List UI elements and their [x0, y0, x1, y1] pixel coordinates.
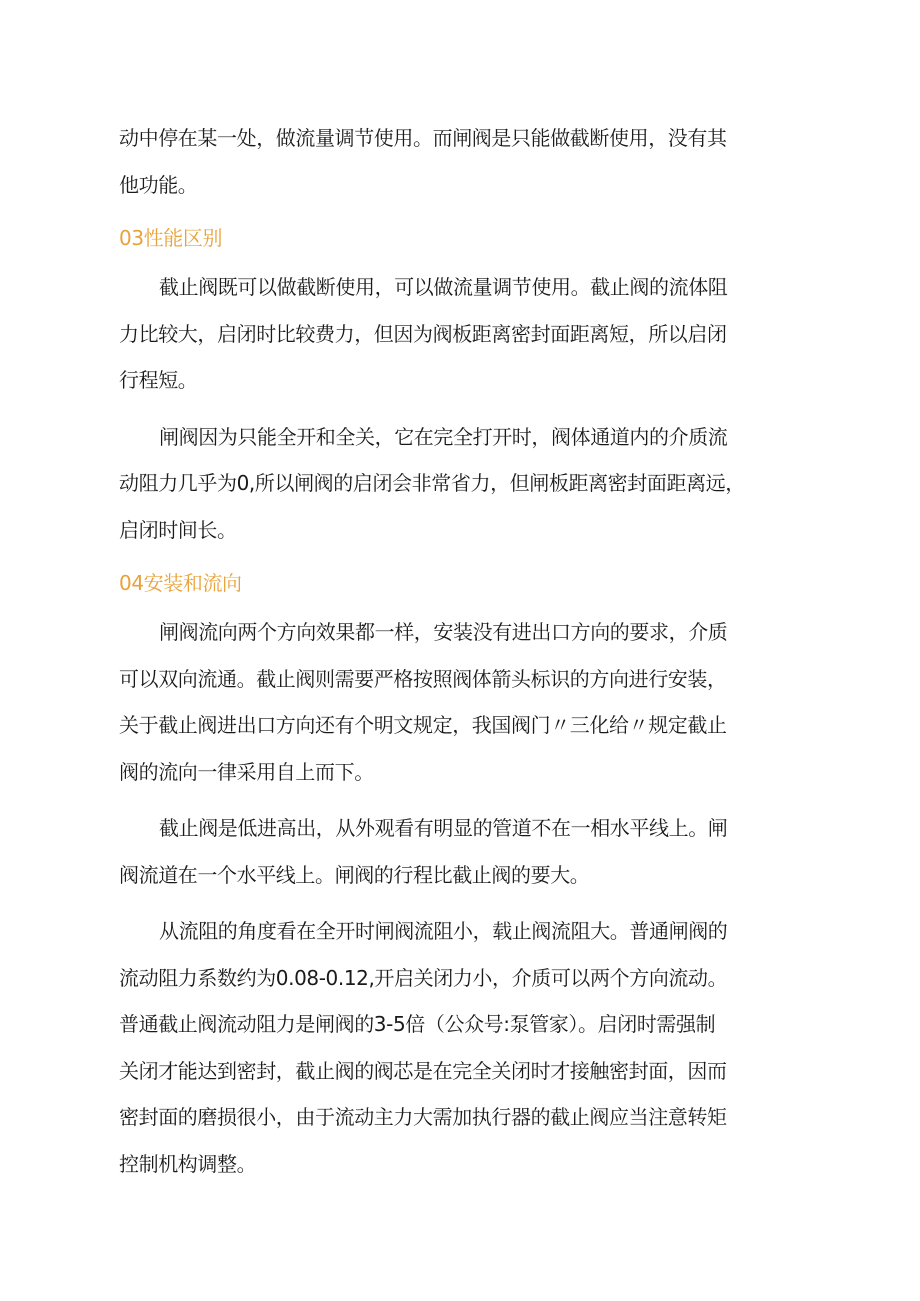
paragraph-flow-resistance	[119, 908, 793, 1187]
text-line: 启闭时间长。	[119, 517, 237, 542]
text-line: 密封面的磨损很小，由于流动主力大需加执行器的截止阀应当注意转矩	[119, 1105, 727, 1129]
text-line: 行程短。	[119, 368, 198, 392]
text-line: 他功能。	[119, 172, 198, 197]
text-line: 动中停在某一处，做流量调节使用。而闸阀是只能做截断使用，没有其	[119, 126, 727, 150]
text-line: 力比较大，启闭时比较费力，但因为阀板距离密封面距离短，所以启闭	[119, 321, 727, 346]
paragraph-flow-path	[119, 805, 793, 898]
text-line: 流动阻力系数约为0.08-0.12,开启关闭力小，介质可以两个方向流动。	[119, 965, 728, 990]
section-heading-installation: 04安装和流向	[119, 571, 242, 595]
text-line: 可以双向流通。截止阀则需要严格按照阀体箭头标识的方向进行安装，	[119, 666, 727, 691]
text-line: 截止阀既可以做截断使用，可以做流量调节使用。截止阀的流体阻	[159, 275, 728, 299]
section-heading-performance: 03性能区别	[119, 226, 223, 250]
text-line: 动阻力几乎为0,所以闸阀的启闭会非常省力，但闸板距离密封面距离远，	[119, 471, 745, 495]
paragraph-installation-direction	[119, 609, 793, 795]
text-line: 关闭才能达到密封，截止阀的阀芯是在完全关闭时才接触密封面，因而	[119, 1058, 727, 1083]
text-line: 闸阀流向两个方向效果都一样，安装没有进出口方向的要求，介质	[159, 620, 728, 644]
document-body	[119, 115, 793, 1197]
text-line: 闸阀因为只能全开和全关，它在完全打开时，阀体通道内的介质流	[159, 424, 728, 449]
text-line: 阀流道在一个水平线上。闸阀的行程比截止阀的要大。	[119, 862, 590, 887]
paragraph-gate-valve-performance	[119, 414, 793, 554]
text-line: 控制机构调整。	[119, 1151, 257, 1176]
text-line: 从流阻的角度看在全开时闸阀流阻小，载止阀流阻大。普通闸阀的	[159, 919, 728, 943]
intro-paragraph	[119, 115, 793, 208]
text-line: 普通截止阀流动阻力是闸阀的3-5倍（公众号:泵管家）。启闭时需强制	[119, 1012, 716, 1036]
paragraph-globe-valve-performance	[119, 264, 793, 404]
text-line: 截止阀是低进高出，从外观看有明显的管道不在一相水平线上。闸	[159, 816, 728, 840]
text-line: 阀的流向一律采用自上而下。	[119, 759, 374, 784]
text-line: 关于截止阀进出口方向还有个明文规定，我国阀门〃三化给〃规定截止	[119, 713, 727, 737]
